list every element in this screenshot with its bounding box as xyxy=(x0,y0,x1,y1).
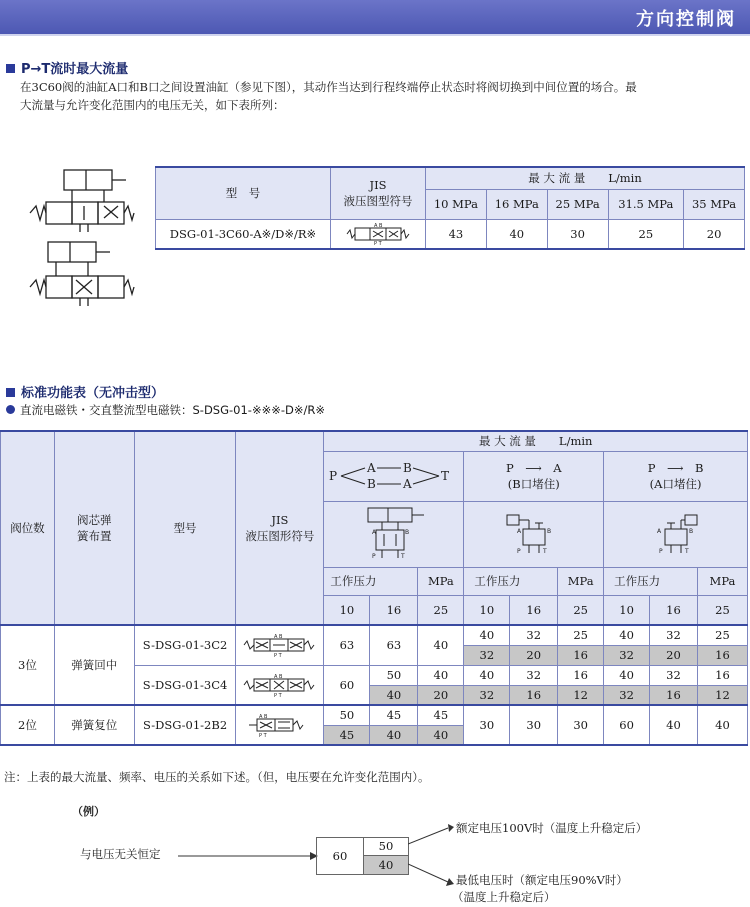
t2-r1-g3a-16: 32 xyxy=(650,625,698,645)
t2-r1-g3b-10: 32 xyxy=(604,645,650,665)
svg-text:A: A xyxy=(366,461,376,475)
square-bullet-icon xyxy=(6,388,15,397)
page-title: 方向控制阀 xyxy=(636,9,736,30)
a-port-blocked-circuit-icon xyxy=(641,509,711,559)
t2-g1-p10: 10 xyxy=(324,595,370,625)
example-lower-text-1: 最低电压时（额定电压90%V时） xyxy=(456,873,628,887)
t2-r1-g2a-10: 40 xyxy=(464,625,510,645)
t1-pressure-35: 35 MPa xyxy=(684,189,745,219)
example-label: （例） xyxy=(72,805,105,818)
svg-text:A: A xyxy=(656,528,661,535)
t2-cell-spring-return: 弹簧复位 xyxy=(54,705,134,745)
t2-r3-g1a-25: 45 xyxy=(418,705,464,725)
t2-r1-g3a-25: 25 xyxy=(697,625,747,645)
svg-text:P: P xyxy=(658,548,663,555)
t2-r3-g1a-16: 45 xyxy=(370,705,418,725)
t2-header-model: 型号 xyxy=(134,431,236,625)
valve-symbol-icon xyxy=(345,222,411,246)
t2-cell-2pos: 2位 xyxy=(1,705,55,745)
standard-function-table xyxy=(0,430,748,746)
t2-group2-header: P ⟶ A (B口堵住) xyxy=(464,451,604,501)
t2-model-3c4: S-DSG-01-3C4 xyxy=(134,665,236,705)
banner-divider xyxy=(0,34,750,36)
t1-pressure-31-5: 31.5 MPa xyxy=(608,189,684,219)
t2-r2-g3b-25: 12 xyxy=(697,685,747,705)
flow-path-p-a-b-t-icon xyxy=(329,456,459,496)
t2-r1-g3b-16: 20 xyxy=(650,645,698,665)
t1-value-10: 43 xyxy=(426,219,487,249)
t2-group3-circuit xyxy=(604,501,748,567)
t2-group3-header: P ⟶ B (A口堵住) xyxy=(604,451,748,501)
t2-r1-g2b-25: 16 xyxy=(558,645,604,665)
t2-g3-p16: 16 xyxy=(650,595,698,625)
svg-text:T: T xyxy=(400,553,405,560)
svg-text:P: P xyxy=(328,469,337,483)
svg-text:A: A xyxy=(516,528,521,535)
example-lower-box: 40 xyxy=(363,855,409,875)
t2-r2-g1-10: 60 xyxy=(324,665,370,705)
t2-r2-g2a-25: 16 xyxy=(558,665,604,685)
t2-r1-g1-16: 63 xyxy=(370,625,418,665)
t2-g2-mpa: MPa xyxy=(558,567,604,595)
t2-r2-g1b-16: 40 xyxy=(370,685,418,705)
t2-r2-g3a-25: 16 xyxy=(697,665,747,685)
t2-group1-circuit xyxy=(324,501,464,567)
t2-r2-g2a-10: 40 xyxy=(464,665,510,685)
t2-r1-g2a-25: 25 xyxy=(558,625,604,645)
cylinder-circuit-icon xyxy=(354,504,434,564)
valve-2b2-symbol-icon xyxy=(247,712,313,738)
t2-r1-g2b-16: 20 xyxy=(510,645,558,665)
t2-r2-g2b-16: 16 xyxy=(510,685,558,705)
svg-text:P T: P T xyxy=(374,240,382,246)
t2-model-3c2: S-DSG-01-3C2 xyxy=(134,625,236,665)
t2-r3-g3-25: 40 xyxy=(697,705,747,745)
t2-g3-p25: 25 xyxy=(697,595,747,625)
t2-g1-p16: 16 xyxy=(370,595,418,625)
t1-model-cell: DSG-01-3C60-A※/D※/R※ xyxy=(156,219,331,249)
valve-3c2-symbol-icon xyxy=(242,632,318,658)
square-bullet-icon xyxy=(6,64,15,73)
svg-text:A B: A B xyxy=(374,222,383,229)
t2-g2-work-pressure: 工作压力 xyxy=(464,567,558,595)
t2-r3-g1b-25: 40 xyxy=(418,725,464,745)
t2-header-positions: 阀位数 xyxy=(1,431,55,625)
example-lower-text-2: （温度上升稳定后） xyxy=(452,890,556,904)
svg-text:P: P xyxy=(371,553,376,560)
t2-r2-g3a-16: 32 xyxy=(650,665,698,685)
t2-r3-g1b-10: 45 xyxy=(324,725,370,745)
t2-cell-3pos: 3位 xyxy=(1,625,55,705)
svg-text:A B: A B xyxy=(273,673,283,680)
t2-header-jis: JIS 液压图形符号 xyxy=(236,431,324,625)
svg-text:A: A xyxy=(402,477,412,491)
t2-r1-g2b-10: 32 xyxy=(464,645,510,665)
t2-r3-g1b-16: 40 xyxy=(370,725,418,745)
example-const-box: 60 xyxy=(316,837,364,875)
section1-paragraph-line2: 大流量与允许变化范围内的电压无关，如下表所列： xyxy=(20,98,285,112)
flow-table-p-to-t xyxy=(155,166,745,250)
t2-r3-g2-10: 30 xyxy=(464,705,510,745)
svg-text:B: B xyxy=(546,528,551,535)
t2-g2-p25: 25 xyxy=(558,595,604,625)
t2-r3-g1a-10: 50 xyxy=(324,705,370,725)
t2-symbol-2b2 xyxy=(236,705,324,745)
svg-text:T: T xyxy=(684,548,689,555)
t1-pressure-25: 25 MPa xyxy=(547,189,608,219)
t2-g2-p10: 10 xyxy=(464,595,510,625)
t2-header-max-flow: 最 大 流 量 L/min xyxy=(324,431,748,451)
t2-r2-g3b-10: 32 xyxy=(604,685,650,705)
t2-r2-g3a-10: 40 xyxy=(604,665,650,685)
t2-r3-g3-16: 40 xyxy=(650,705,698,745)
example-upper-box: 50 xyxy=(363,837,409,856)
t1-value-16: 40 xyxy=(486,219,547,249)
svg-text:T: T xyxy=(440,469,449,483)
circle-bullet-icon xyxy=(6,405,15,414)
t1-pressure-16: 16 MPa xyxy=(486,189,547,219)
t1-symbol-cell xyxy=(331,219,426,249)
t1-pressure-10: 10 MPa xyxy=(426,189,487,219)
t2-r2-g2b-25: 12 xyxy=(558,685,604,705)
svg-text:P: P xyxy=(516,548,521,555)
header-banner xyxy=(0,0,750,34)
t2-cell-spring-center: 弹簧回中 xyxy=(54,625,134,705)
svg-text:P T: P T xyxy=(273,653,282,659)
t2-r2-g2b-10: 32 xyxy=(464,685,510,705)
t2-g3-mpa: MPa xyxy=(697,567,747,595)
t2-r2-g2a-16: 32 xyxy=(510,665,558,685)
section1-title: P→T流时最大流量 xyxy=(6,58,128,77)
t2-g1-p25: 25 xyxy=(418,595,464,625)
t2-g3-p10: 10 xyxy=(604,595,650,625)
t2-model-2b2: S-DSG-01-2B2 xyxy=(134,705,236,745)
svg-text:A B: A B xyxy=(258,714,268,720)
example-left-text: 与电压无关恒定 xyxy=(80,847,161,861)
t2-r2-g1b-25: 20 xyxy=(418,685,464,705)
t2-r3-g3-10: 60 xyxy=(604,705,650,745)
svg-text:P T: P T xyxy=(273,692,282,698)
svg-text:B: B xyxy=(688,528,693,535)
t1-header-jis: JIS 液压图型符号 xyxy=(331,167,426,219)
t2-r1-g3a-10: 40 xyxy=(604,625,650,645)
t2-r1-g1-25: 40 xyxy=(418,625,464,665)
t1-value-25: 30 xyxy=(547,219,608,249)
svg-text:P T: P T xyxy=(258,733,267,738)
section2-title: 标准功能表（无冲击型） xyxy=(6,382,164,401)
t2-symbol-3c2 xyxy=(236,625,324,665)
svg-text:B: B xyxy=(404,529,409,536)
t2-r3-g2-25: 30 xyxy=(558,705,604,745)
cylinder-circuit-diagram xyxy=(26,166,136,308)
t2-group2-circuit xyxy=(464,501,604,567)
table-note: 注：上表的最大流量、频率、电压的关系如下述。（但，电压要在允许变化范围内）。 xyxy=(4,770,430,784)
b-port-blocked-circuit-icon xyxy=(499,509,569,559)
t2-g2-p16: 16 xyxy=(510,595,558,625)
t2-r2-g1a-16: 50 xyxy=(370,665,418,685)
svg-text:A B: A B xyxy=(273,634,283,641)
example-upper-text: 额定电压100V时（温度上升稳定后） xyxy=(456,821,648,835)
t2-r1-g3b-25: 16 xyxy=(697,645,747,665)
t1-value-35: 20 xyxy=(684,219,745,249)
t1-header-max-flow: 最 大 流 量 L/min xyxy=(426,167,745,189)
t2-r1-g1-10: 63 xyxy=(324,625,370,665)
t2-r2-g3b-16: 16 xyxy=(650,685,698,705)
svg-text:A: A xyxy=(371,529,376,536)
t2-header-spool: 阀芯弹 簧布置 xyxy=(54,431,134,625)
t1-value-31-5: 25 xyxy=(608,219,684,249)
t2-r2-g1a-25: 40 xyxy=(418,665,464,685)
svg-text:B: B xyxy=(402,461,412,475)
section1-paragraph-line1: 在3C60阀的油缸A口和B口之间设置油缸（参见下图），其动作当达到行程终端停止状态时将阀切换到中间位置的场合。最 xyxy=(20,80,637,94)
arrow-right-icon xyxy=(178,850,318,862)
example-pointer-lines-icon xyxy=(408,824,454,894)
svg-text:T: T xyxy=(542,548,547,555)
valve-3c4-symbol-icon xyxy=(242,672,318,698)
t2-r3-g2-16: 30 xyxy=(510,705,558,745)
svg-text:B: B xyxy=(366,477,376,491)
section2-subtitle: 直流电磁铁・交直整流型电磁铁：S-DSG-01-※※※-D※/R※ xyxy=(6,402,325,418)
t2-symbol-3c4 xyxy=(236,665,324,705)
t1-header-model: 型 号 xyxy=(156,167,331,219)
t2-group1-flow-diagram xyxy=(324,451,464,501)
t2-g1-work-pressure: 工作压力 xyxy=(324,567,418,595)
t2-r1-g2a-16: 32 xyxy=(510,625,558,645)
t2-g1-mpa: MPa xyxy=(418,567,464,595)
t2-g3-work-pressure: 工作压力 xyxy=(604,567,698,595)
